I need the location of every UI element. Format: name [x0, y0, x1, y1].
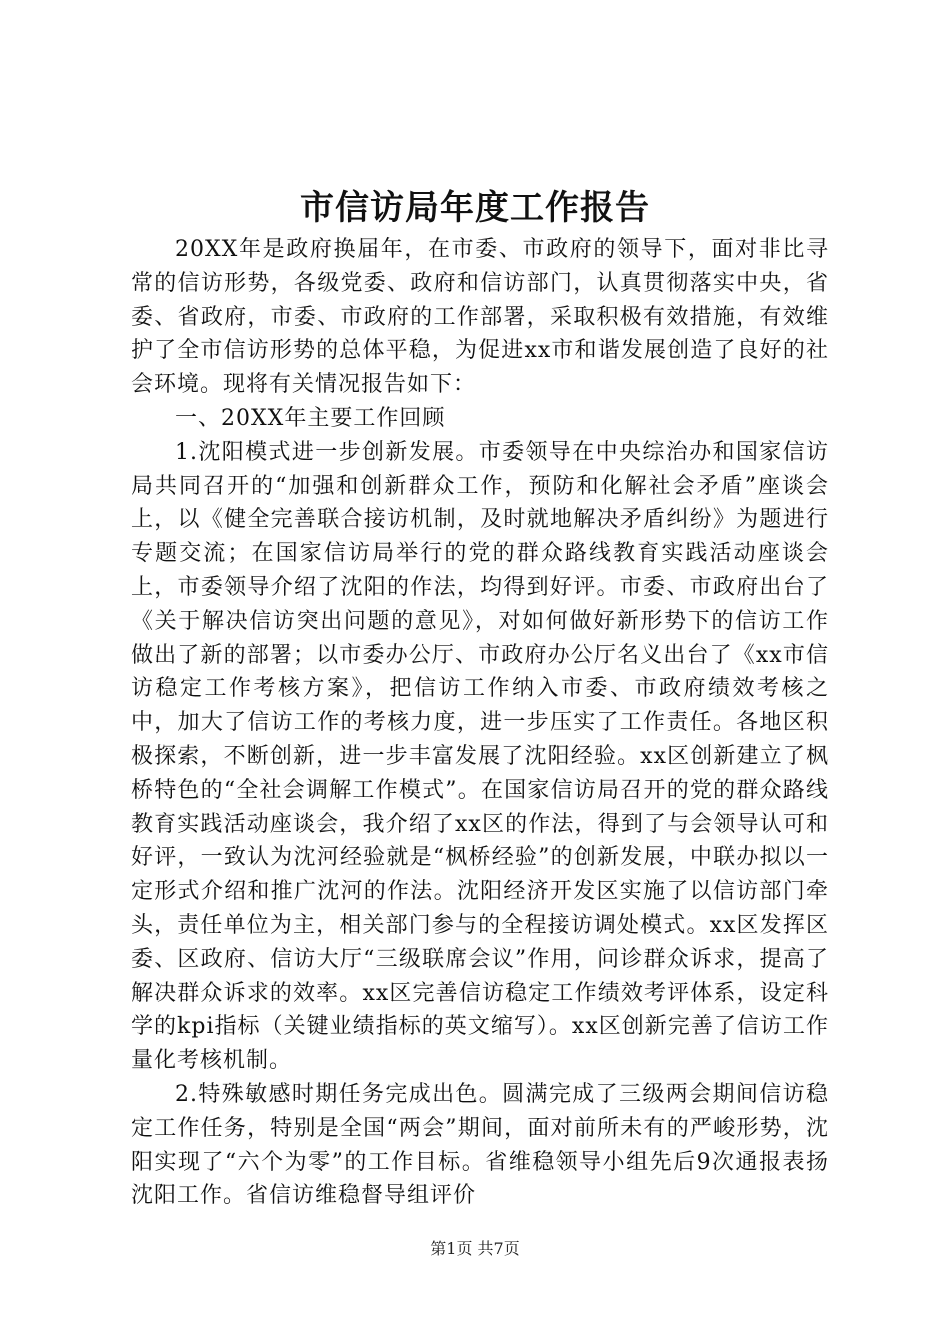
- paragraph-item-2: 2.特殊敏感时期任务完成出色。圆满完成了三级两会期间信访稳定工作任务，特别是全国“两会”期间，面对前所未有的严峻形势，沈阳实现了“六个为零”的工作目标。省维稳领导小组先后9次通报表扬沈阳工作。省信访维稳督导组评价: [131, 1081, 829, 1209]
- page-footer: 第1页 共7页: [430, 1239, 520, 1258]
- paragraph-intro: 20XX年是政府换届年，在市委、市政府的领导下，面对非比寻常的信访形势，各级党委、政府和信访部门，认真贯彻落实中央，省委、省政府，市委、市政府的工作部署，采取积极有效措施，有效维护了全市信访形势的总体平稳，为促进xx市和谐发展创造了良好的社会环境。现将有关情况报告如下：: [131, 237, 829, 398]
- document-body: [131, 233, 829, 1213]
- document-title: 市信访局年度工作报告: [300, 188, 650, 228]
- section-heading: 一、20XX年主要工作回顾: [175, 405, 446, 431]
- paragraph-item-1: 1.沈阳模式进一步创新发展。市委领导在中央综治办和国家信访局共同召开的“加强和创新群众工作，预防和化解社会矛盾”座谈会上，以《健全完善联合接访机制，及时就地解决矛盾纠纷》为题进行专题交流；在国家信访局举行的党的群众路线教育实践活动座谈会上，市委领导介绍了沈阳的作法，均得到好评。市委、市政府出台了《关于解决信访突出问题的意见》，对如何做好新形势下的信访工作做出了新的部署；以市委办公厅、市政府办公厅名义出台了《xx市信访稳定工作考核方案》，把信访工作纳入市委、市政府绩效考核之中，加大了信访工作的考核力度，进一步压实了工作责任。各地区积极探索，不断创新，进一步丰富发展了沈阳经验。xx区创新建立了枫桥特色的“全社会调解工作模式”。在国家信访局召开的党的群众路线教育实践活动座谈会，我介绍了xx区的作法，得到了与会领导认可和好评，一致认为沈河经验就是“枫桥经验”的创新发展，中联办拟以一定形式介绍和推广沈河的作法。沈阳经济开发区实施了以信访部门牵头，责任单位为主，相关部门参与的全程接访调处模式。xx区发挥区委、区政府、信访大厅“三级联席会议”作用，问诊群众诉求，提高了解决群众诉求的效率。xx区完善信访稳定工作绩效考评体系，设定科学的kpi指标（关键业绩指标的英文缩写）。xx区创新完善了信访工作量化考核机制。: [131, 439, 829, 1074]
